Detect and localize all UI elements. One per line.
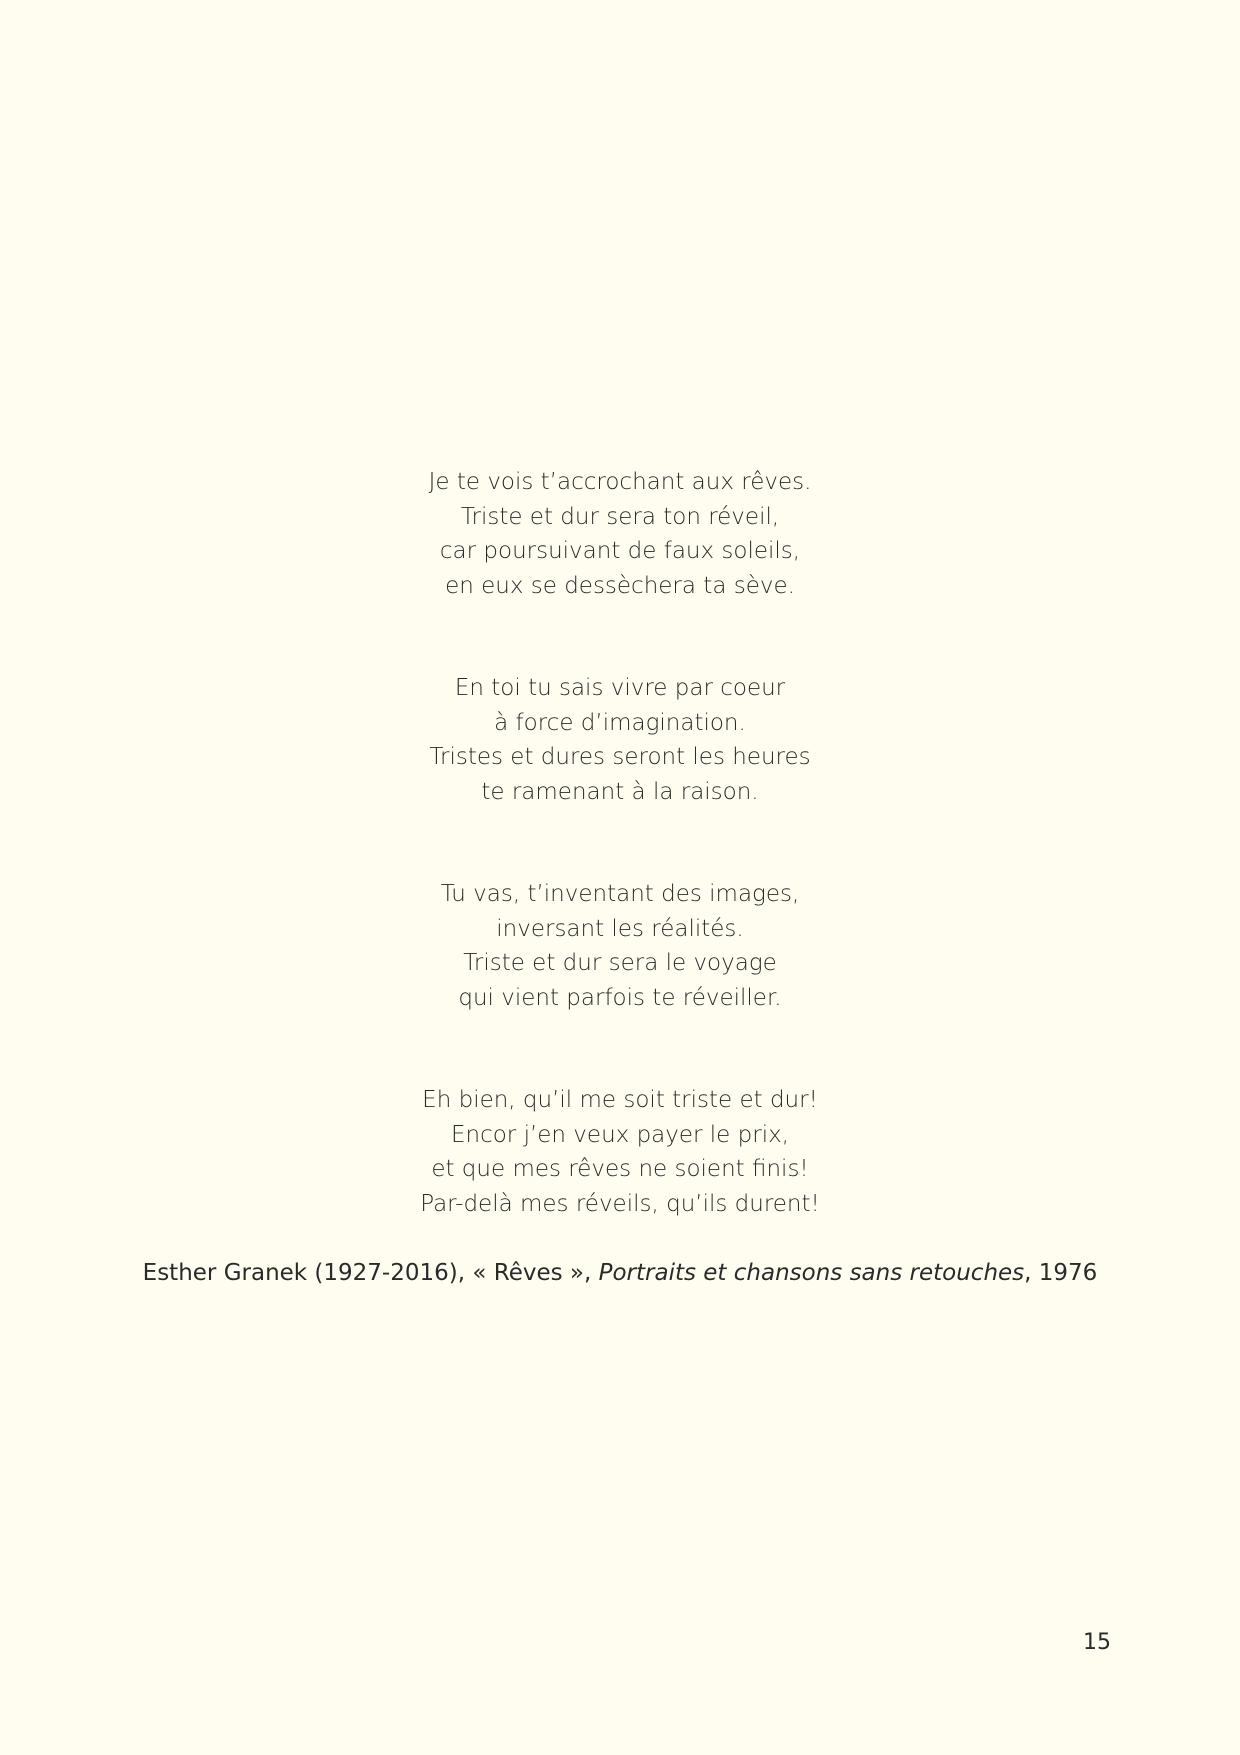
poem-line: Par-delà mes réveils, qu’ils durent! <box>420 1190 820 1217</box>
poem-line: Je te vois t’accrochant aux rêves. <box>428 469 812 495</box>
credit-author: Esther Granek (1927-2016), « Rêves », <box>142 1260 599 1286</box>
poem-line: qui vient parfois te réveiller. <box>458 984 782 1011</box>
poem-line: en eux se dessèchera ta sève. <box>445 572 795 599</box>
poem-line: En toi tu sais vivre par coeur <box>454 675 786 701</box>
poem-line: Triste et dur sera le voyage <box>463 950 777 976</box>
poem-line: Eh bien, qu’il me soit triste et dur! <box>422 1087 818 1113</box>
poem-line: Encor j’en veux payer le prix, <box>450 1121 790 1148</box>
poem-credit <box>0 1256 1240 1290</box>
stanza <box>0 1083 1240 1221</box>
poem-line: à force d’imagination. <box>494 709 746 736</box>
poem-line: et que mes rêves ne soient finis! <box>431 1156 809 1182</box>
poem-line: te ramenant à la raison. <box>481 778 759 805</box>
credit-book-title: Portraits et chansons sans retouches <box>598 1260 1025 1286</box>
poem-line: Tristes et dures seront les heures <box>429 744 811 770</box>
stanza <box>0 877 1240 1015</box>
credit-year: , 1976 <box>1024 1260 1098 1286</box>
stanza <box>0 465 1240 603</box>
poem-line: inversant les réalités. <box>496 915 744 942</box>
poem-line: car poursuivant de faux soleils, <box>439 538 801 564</box>
stanza <box>0 671 1240 809</box>
poem <box>0 465 1240 1221</box>
poem-line: Triste et dur sera ton réveil, <box>460 503 780 530</box>
page-number: 15 <box>1083 1630 1111 1655</box>
poem-line: Tu vas, t’inventant des images, <box>440 881 800 907</box>
